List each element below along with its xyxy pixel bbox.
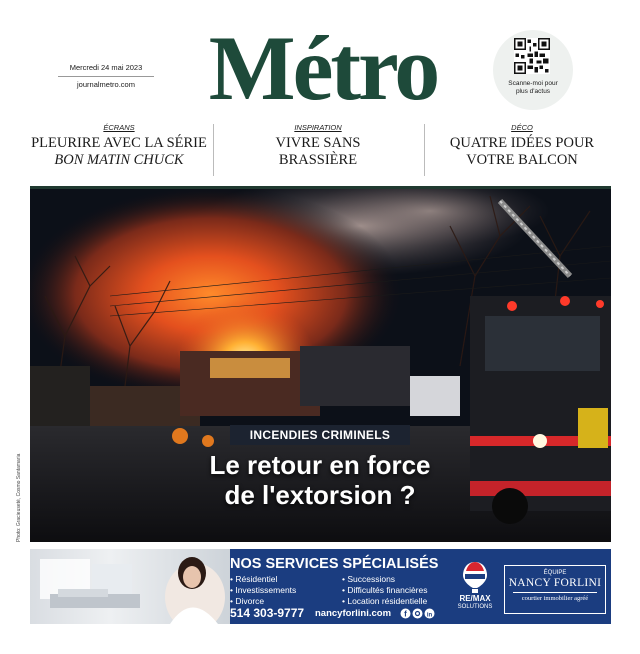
photo-credit — [14, 453, 26, 542]
teaser-title-line2: BON MATIN CHUCK — [54, 152, 184, 168]
remax-balloon-icon — [462, 561, 488, 593]
service-item: • Investissements — [230, 585, 297, 595]
remax-name: RE/MAX — [459, 594, 491, 603]
teaser-title-line1: PLEURIRE AVEC LA SÉRIE — [31, 135, 207, 151]
metro-logo: Métro — [208, 17, 438, 119]
qr-code-icon[interactable] — [514, 38, 550, 74]
date-divider — [58, 76, 154, 77]
teaser-ecrans[interactable] — [30, 123, 208, 183]
website-link[interactable]: journalmetro.com — [77, 80, 135, 89]
teaser-category: ÉCRANS — [103, 123, 135, 132]
service-item: • Location résidentielle — [342, 596, 428, 606]
ad-services-right — [342, 574, 428, 607]
social-icons[interactable] — [400, 608, 436, 619]
headline-line2: de l'extorsion ? — [224, 480, 416, 510]
service-item: • Difficultés financières — [342, 585, 428, 595]
remax-sub: SOLUTIONS — [457, 604, 493, 610]
agent-badge — [504, 565, 606, 614]
svg-text:f: f — [404, 609, 407, 619]
ad-interior-photo — [30, 549, 230, 624]
teaser-deco[interactable] — [430, 123, 614, 183]
teaser-divider — [213, 124, 214, 176]
qr-caption-line1: Scanne-moi pour — [508, 80, 558, 87]
agent-role: courtier immobilier agréé — [513, 592, 597, 602]
remax-logo-text — [453, 595, 497, 611]
ad-title: NOS SERVICES SPÉCIALISÉS — [230, 556, 439, 572]
teaser-title-line2: BRASSIÈRE — [278, 152, 358, 168]
ad-interior-illustration — [30, 549, 230, 624]
hero-top-band — [30, 186, 611, 189]
teaser-inspiration[interactable] — [222, 123, 414, 183]
cover-headline[interactable] — [140, 450, 500, 510]
service-item: • Résidentiel — [230, 574, 278, 584]
teaser-category: INSPIRATION — [294, 123, 342, 132]
agent-name: NANCY FORLINI — [508, 577, 602, 589]
teaser-title-line1: QUATRE IDÉES POUR — [449, 135, 595, 151]
teaser-category: DÉCO — [511, 123, 533, 132]
ad-services-left — [230, 574, 296, 607]
photo-credit-text: Photo: Gracieuseté, Cosmo Santamaria — [16, 453, 22, 542]
teaser-title-line2: VOTRE BALCON — [466, 152, 578, 168]
agent-team-label: ÉQUIPE — [543, 570, 567, 576]
issue-date: Mercredi 24 mai 2023 — [69, 63, 143, 72]
service-item: • Divorce — [230, 596, 265, 606]
ad-phone[interactable]: 514 303-9777 — [230, 606, 305, 620]
ad-website-link[interactable]: nancyforlini.com — [315, 608, 392, 619]
qr-caption-line2: plus d'actus — [515, 87, 551, 95]
headline-line1: Le retour en force — [209, 450, 431, 480]
svg-text:in: in — [426, 612, 433, 619]
teaser-divider — [424, 124, 425, 176]
teaser-title-line1: VIVRE SANS — [275, 135, 361, 151]
service-item: • Successions — [342, 574, 396, 584]
qr-caption — [493, 80, 573, 96]
cover-kicker: INCENDIES CRIMINELS — [230, 425, 410, 445]
